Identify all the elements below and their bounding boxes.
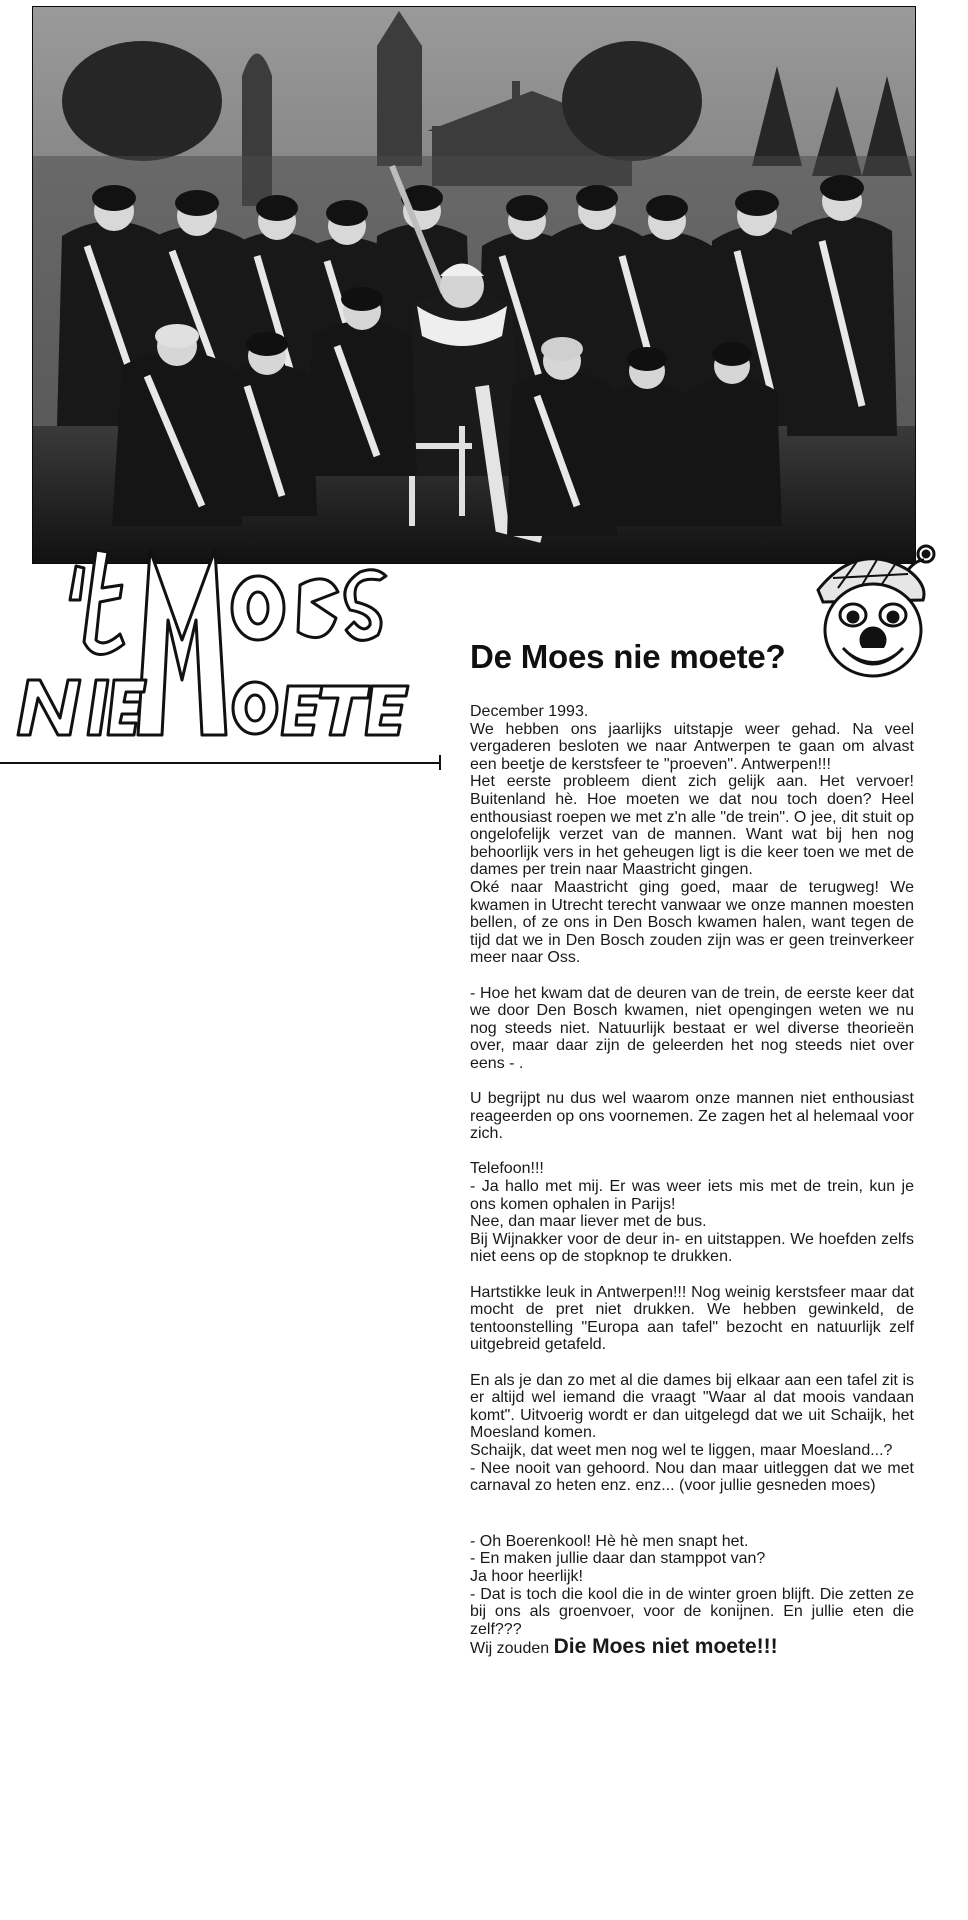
paragraph: En als je dan zo met al die dames bij elkaar aan een tafel zit is er altijd wel iemand die vraagt "Waar al dat moois vandaan komt". Uitvoerig wordt er dan uitgelegd dat we uit Schaijk, het Moesland komen. bbox=[470, 1371, 914, 1442]
paragraph-date: December 1993. bbox=[470, 703, 589, 720]
paragraph: U begrijpt nu dus wel waarom onze mannen niet enthousiast reageerden op ons voornemen. Ze zagen het al helemaal voor zich. bbox=[470, 1090, 914, 1143]
paragraph: We hebben ons jaarlijks uitstapje weer gehad. Na veel vergaderen besloten we naar Antwerpen te gaan om alvast een beetje de kerstsfeer te "proeven". Antwerpen!!! bbox=[470, 720, 914, 773]
clown-drawing bbox=[798, 530, 948, 685]
article-title: De Moes nie moete? bbox=[470, 638, 786, 675]
paragraph: - Oh Boerenkool! Hè hè men snapt het. bbox=[470, 1532, 749, 1550]
closing-line bbox=[470, 1635, 914, 1659]
paragraph: Oké naar Maastricht ging goed, maar de terugweg! We kwamen in Utrecht terecht vanwaar we onze mannen moesten bellen, of ze ons in Den Bosch kwamen halen, want tegen de tijd dat we in Den Bosch zouden zijn was er geen treinverkeer meer naar Oss. bbox=[470, 878, 914, 967]
paragraph: Het eerste probleem dient zich gelijk aan. Het vervoer! Buitenland hè. Hoe moeten we dat nou toch doen? Heel enthousiast roepen we met z'n alle "de trein". O jee, dit stuit op ongelofelijk verzet van de mannen. Want wat bij hen nog behoorlijk vers in het geheugen ligt is die keer toen we met de dames per trein naar Maastricht gingen. bbox=[470, 773, 914, 879]
paragraph: Bij Wijnakker voor de deur in- en uitstappen. We hoefden zelfs niet eens op de stopknop te drukken. bbox=[470, 1230, 914, 1266]
paragraph: Telefoon!!! bbox=[470, 1160, 544, 1178]
group-photo bbox=[32, 6, 916, 564]
group-photo-illustration bbox=[32, 6, 916, 564]
paragraph: - Ja hallo met mij. Er was weer iets mis met de trein, kun je ons komen ophalen in Parijs! bbox=[470, 1178, 914, 1213]
clown-icon bbox=[798, 530, 948, 685]
masthead-logo bbox=[0, 530, 450, 775]
paragraph: - Hoe het kwam dat de deuren van de trein, de eerste keer dat we door Den Bosch kwamen, niet opengingen weten we nu nog steeds niet. Natuurlijk bestaat er wel diverse theorieën over, maar daar zijn de geleerden het nog steeds niet over eens - . bbox=[470, 984, 914, 1072]
paragraph: Schaijk, dat weet men nog wel te liggen, maar Moesland...? bbox=[470, 1441, 893, 1459]
paragraph: Hartstikke leuk in Antwerpen!!! Nog weinig kerstsfeer maar dat mocht de pret niet drukken. We hebben gewinkeld, de tentoonstelling "Europa aan tafel" bezocht en natuurlijk zelf uitgebreid getafeld. bbox=[470, 1283, 914, 1354]
paragraph: Nee, dan maar liever met de bus. bbox=[470, 1213, 707, 1231]
closing-prefix: Wij zouden bbox=[470, 1640, 554, 1658]
paragraph: - Nee nooit van gehoord. Nou dan maar uitleggen dat we met carnaval zo heten enz. enz... (voor jullie gesneden moes) bbox=[470, 1459, 914, 1495]
article-body bbox=[470, 703, 914, 1658]
paragraph: - Dat is toch die kool die in de winter groen blijft. Die zetten ze bij ons als groenvoer, voor de konijnen. En jullie eten die zelf??? bbox=[470, 1585, 914, 1638]
paragraph: Ja hoor heerlijk! bbox=[470, 1567, 583, 1585]
closing-emphasis: Die Moes niet moete!!! bbox=[553, 1635, 778, 1659]
paragraph: - En maken jullie daar dan stamppot van? bbox=[470, 1550, 766, 1568]
logo-artwork bbox=[0, 530, 450, 775]
